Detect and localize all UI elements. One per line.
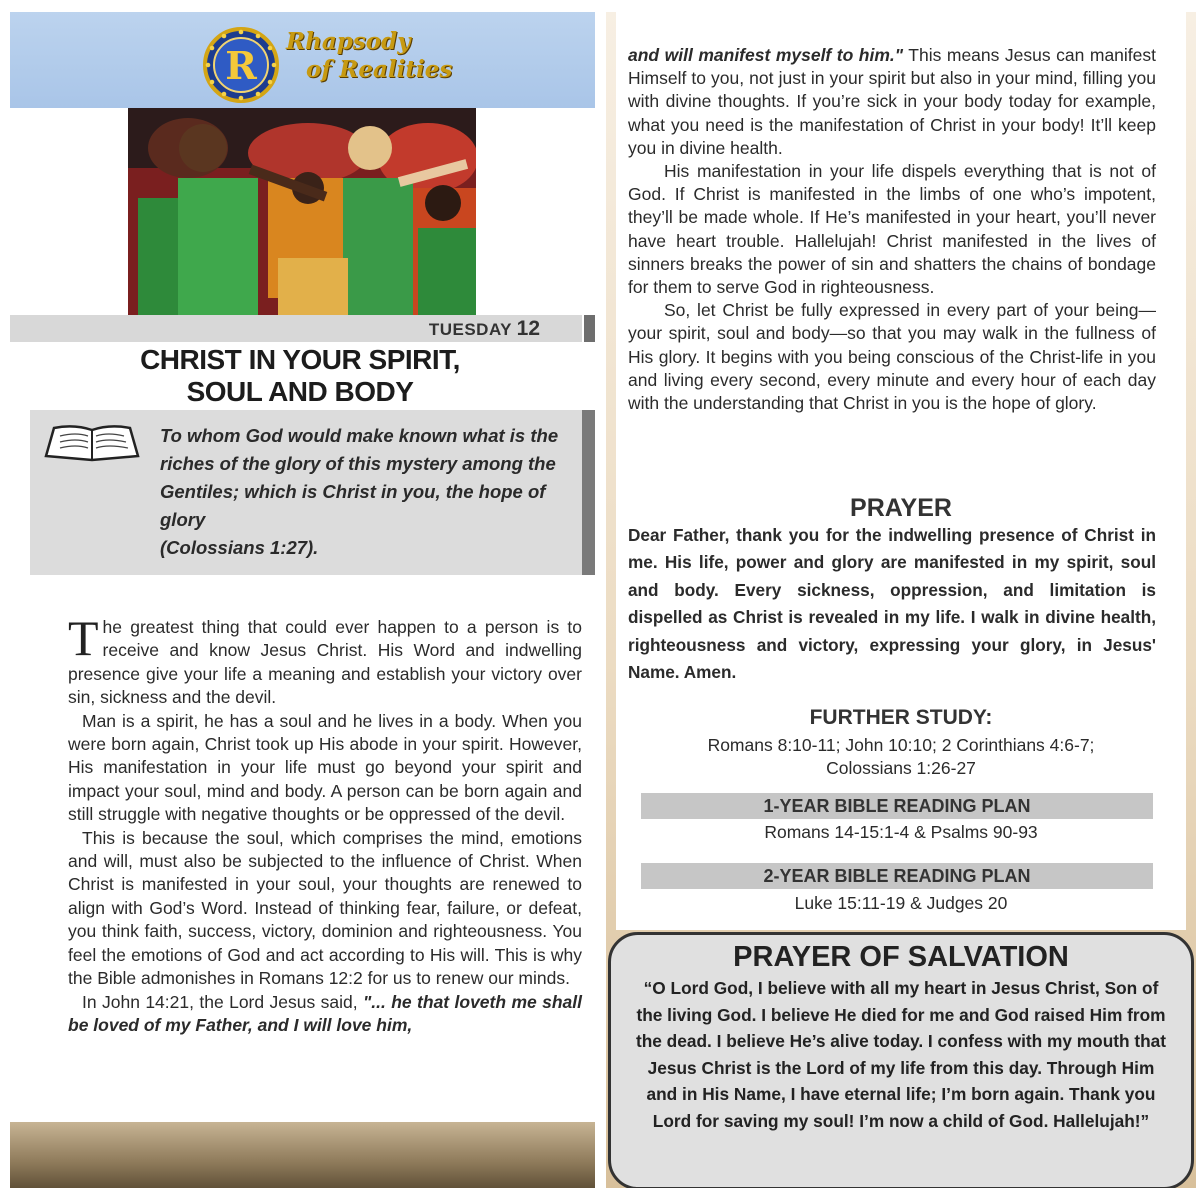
prayer-text: Dear Father, thank you for the indwelling presence of Christ in me. His life, power and glory are manifested in my spirit, soul and body. Every sickness, oppression, and limitation is dispelled as Christ is revealed in my life. I walk in divine health, righteousness and victory, expressing your glory, in Jesus' Name. Amen. [628, 525, 1156, 683]
date-day: TUESDAY [428, 320, 512, 339]
plan2-heading: 2-YEAR BIBLE READING PLAN [641, 863, 1153, 889]
landscape-footer-image [10, 1122, 595, 1188]
logo-emblem [202, 26, 280, 104]
paragraph-5 [628, 44, 1156, 160]
paragraph-1-text: he greatest thing that could ever happen to a person is to receive and know Jesus Christ. His Word and indwelling presence give your life a meaning and establish your victory over sin, sickness and the devil. [68, 617, 582, 708]
further-study-heading: FURTHER STUDY: [809, 706, 993, 729]
salvation-heading: PRAYER OF SALVATION [733, 941, 1069, 973]
paragraph-1 [68, 610, 582, 710]
paragraph-5-text: This means Jesus can manifest Himself to you, not just in your spirit but also in your mind, filling you with divine thoughts. If you’re sick in your body today for example, what you need is the manifestation of Christ in your body! It’ll keep you in divine health. [628, 45, 1157, 158]
open-bible-icon [42, 422, 142, 462]
logo-line2: of Realities [306, 56, 453, 83]
date-number: 12 [516, 317, 540, 340]
paragraph-7: So, let Christ be fully expressed in every part of your being—your spirit, soul and body—so that you may walk in the fullness of His glory. It begins with you being conscious of the Christ-life in you and living every second, every minute and every hour of each day with the understanding that Christ in you is the hope of glory. [628, 300, 1156, 414]
dropcap: T [68, 610, 99, 666]
devotional-body-left [68, 610, 583, 1037]
left-page [10, 12, 595, 1188]
scripture-body: To whom God would make known what is the riches of the glory of this mystery among the Gentiles; which is Christ in you, the hope of glory [160, 425, 559, 530]
paragraph-4-quote: "... he that loveth me shall be loved of my Father, and I will love him, [68, 991, 583, 1035]
date-bar [10, 315, 582, 342]
prayer-heading: PRAYER [850, 494, 952, 522]
further-study-refs [636, 734, 1166, 780]
paragraph-4-text: In John 14:21, the Lord Jesus said, [82, 991, 363, 1012]
title-line1: CHRIST IN YOUR SPIRIT, [140, 344, 460, 375]
paragraph-3: This is because the soul, which comprises the mind, emotions and will, must also be subjected to the influence of Christ. When Christ is manifested in your soul, your thoughts are renewed to align with God’s Word. Instead of thinking fear, failure, or defeat, you think faith, success, victory, dominion and righteousness. You feel the emotions of God and act according to His will. This is why the Bible admonishes in Romans 12:2 for us to renew our minds. [68, 827, 582, 989]
salvation-text: “O Lord God, I believe with all my heart in Jesus Christ, Son of the living God. I believe He died for me and God raised Him from the dead. I believe He’s alive today. I confess with my mouth that Jesus Christ is the Lord of my life from this day. Through Him and in His Name, I have eternal life; I’m born again. Thank you Lord for saving my soul! I’m now a child of God. Hallelujah!” [635, 978, 1167, 1131]
plan1-heading: 1-YEAR BIBLE READING PLAN [641, 793, 1153, 819]
header-banner [10, 12, 595, 108]
paragraph-6: His manifestation in your life dispels everything that is not of God. If Christ is manifested in the limbs of one who’s impotent, they’ll be made whole. If He’s manifested in your heart, you’ll never have heart trouble. Hallelujah! Christ manifested in the lives of sinners breaks the power of sin and shatters the chains of bondage for them to serve God in righteousness. [628, 161, 1156, 298]
logo-wordmark [286, 28, 452, 84]
further-study-line2: Colossians 1:26-27 [826, 758, 976, 779]
logo-line1: Rhapsody [286, 28, 411, 55]
devotional-title [70, 344, 530, 408]
devotional-body-right [628, 44, 1156, 415]
logo-letter: R [225, 43, 257, 88]
scripture-text [160, 422, 575, 562]
plan2-text: Luke 15:11-19 & Judges 20 [794, 893, 1008, 913]
scripture-reference: (Colossians 1:27). [160, 537, 319, 558]
right-page [606, 12, 1196, 1188]
paragraph-5-quote: and will manifest myself to him." [628, 45, 904, 65]
plan1-text: Romans 14-15:1-4 & Psalms 90-93 [764, 822, 1038, 842]
paragraph-2: Man is a spirit, he has a soul and he lives in a body. When you were born again, Christ took up His abode in your spirit. However, His manifestation in your life must go beyond your spirit and impact your soul, mind and body. A person can be born again and still struggle with negative thoughts or be oppressed of the devil. [68, 710, 582, 825]
paragraph-4 [68, 991, 582, 1038]
title-line2: SOUL AND BODY [186, 376, 414, 407]
worship-photo [128, 108, 476, 315]
further-study-line1: Romans 8:10-11; John 10:10; 2 Corinthians 4:6-7; [707, 735, 1095, 755]
scripture-box [30, 410, 582, 575]
salvation-box [608, 932, 1194, 1188]
